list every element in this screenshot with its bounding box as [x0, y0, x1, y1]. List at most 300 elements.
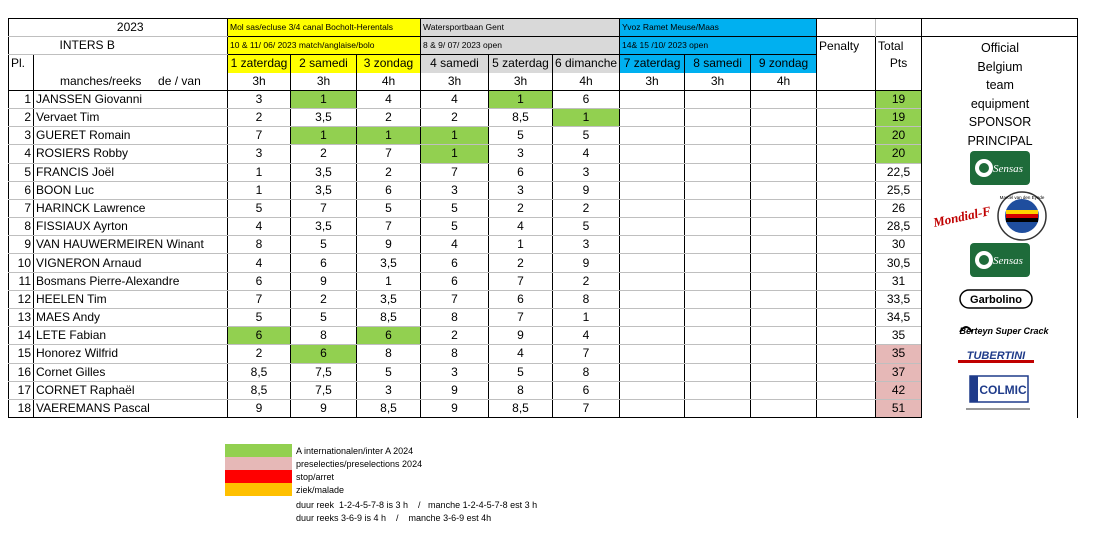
- round-duration: 3h: [291, 73, 357, 91]
- venue-1-dates: 10 & 11/ 06/ 2023 match/anglaise/bolo: [228, 37, 421, 55]
- place-cell: 3: [9, 127, 34, 145]
- score-cell: 7,5: [291, 381, 357, 399]
- sensas-logo-2: [970, 243, 1030, 277]
- score-cell: 8: [291, 327, 357, 345]
- score-cell: 2: [489, 199, 553, 217]
- score-cell: 8: [553, 290, 620, 308]
- score-cell: 8,5: [228, 363, 291, 381]
- score-cell: [751, 327, 817, 345]
- sensas-logo: [970, 151, 1030, 185]
- place-cell: 7: [9, 199, 34, 217]
- angler-name: LETE Fabian: [34, 327, 228, 345]
- score-cell: [685, 145, 751, 163]
- score-cell: [685, 108, 751, 126]
- place-cell: 1: [9, 90, 34, 108]
- penalty-cell: [817, 345, 876, 363]
- penalty-cell: [817, 254, 876, 272]
- score-cell: [685, 236, 751, 254]
- score-cell: 5: [228, 199, 291, 217]
- penalty-cell: [817, 145, 876, 163]
- van-den-eynde-logo-icon: [996, 190, 1048, 242]
- penalty-cell: [817, 399, 876, 417]
- sensas-logo-2-icon: [970, 243, 1030, 277]
- score-cell: 2: [228, 345, 291, 363]
- score-cell: 8,5: [489, 399, 553, 417]
- table-row: [9, 236, 1078, 254]
- total-cell: 35: [876, 345, 922, 363]
- score-cell: 9: [421, 381, 489, 399]
- pl-label: Pl.: [9, 55, 34, 73]
- total-cell: 26: [876, 199, 922, 217]
- score-cell: 2: [228, 108, 291, 126]
- round-label: 5 zaterdag: [489, 55, 553, 73]
- place-cell: 6: [9, 181, 34, 199]
- score-cell: 3: [421, 363, 489, 381]
- score-cell: 3: [489, 145, 553, 163]
- score-cell: 6: [421, 254, 489, 272]
- table-row: [9, 254, 1078, 272]
- round-duration: 4h: [357, 73, 421, 91]
- score-cell: 1: [228, 163, 291, 181]
- score-cell: 5: [421, 218, 489, 236]
- angler-name: VAN HAUWERMEIREN Winant: [34, 236, 228, 254]
- venue-2-dates: 8 & 9/ 07/ 2023 open: [421, 37, 620, 55]
- score-cell: [685, 399, 751, 417]
- angler-name: JANSSEN Giovanni: [34, 90, 228, 108]
- angler-name: FRANCIS Joël: [34, 163, 228, 181]
- total-cell: 30: [876, 236, 922, 254]
- total-cell: 25,5: [876, 181, 922, 199]
- score-cell: 3: [228, 145, 291, 163]
- score-cell: [751, 309, 817, 327]
- table-row: [9, 218, 1078, 236]
- score-cell: 2: [357, 163, 421, 181]
- legend-swatch-green: [225, 444, 292, 457]
- table-row: [9, 399, 1078, 417]
- colmic-logo: [962, 374, 1034, 414]
- round-label: 4 samedi: [421, 55, 489, 73]
- score-cell: [620, 381, 685, 399]
- score-cell: [751, 127, 817, 145]
- score-cell: 3,5: [291, 108, 357, 126]
- score-cell: 2: [553, 272, 620, 290]
- score-cell: 3: [489, 181, 553, 199]
- score-cell: 7: [228, 290, 291, 308]
- score-cell: 4: [489, 345, 553, 363]
- penalty-cell: [817, 327, 876, 345]
- score-cell: [620, 399, 685, 417]
- colmic-logo-icon: [962, 374, 1034, 414]
- score-cell: 9: [553, 254, 620, 272]
- total-cell: 51: [876, 399, 922, 417]
- score-cell: [620, 290, 685, 308]
- legend-note: duur reek 1-2-4-5-7-8 is 3 h / manche 1-2-4-5-7-8 est 3 h: [296, 500, 538, 510]
- table-row: [9, 181, 1078, 199]
- score-cell: [751, 236, 817, 254]
- score-cell: 7: [357, 145, 421, 163]
- score-cell: [685, 163, 751, 181]
- score-cell: 9: [421, 399, 489, 417]
- score-cell: [751, 218, 817, 236]
- table-row: [9, 345, 1078, 363]
- angler-name: VAEREMANS Pascal: [34, 399, 228, 417]
- score-cell: [620, 218, 685, 236]
- angler-name: BOON Luc: [34, 181, 228, 199]
- score-cell: 2: [421, 327, 489, 345]
- round-duration: 3h: [489, 73, 553, 91]
- table-row: [9, 199, 1078, 217]
- mondial-f-logo-text: Mondial-F: [931, 203, 993, 230]
- table-row: [9, 309, 1078, 327]
- sensas-logo-2-text: Sensas: [993, 255, 1023, 267]
- penalty-cell: [817, 199, 876, 217]
- place-cell: 17: [9, 381, 34, 399]
- pts-label: Pts: [876, 55, 922, 73]
- score-cell: 4: [489, 218, 553, 236]
- score-cell: 8: [553, 363, 620, 381]
- score-cell: [751, 345, 817, 363]
- angler-name: GUERET Romain: [34, 127, 228, 145]
- score-cell: [685, 218, 751, 236]
- berteyn-logo-text: Berteyn Super Crack: [959, 326, 1049, 336]
- score-cell: [620, 236, 685, 254]
- score-cell: 1: [421, 127, 489, 145]
- score-cell: 6: [357, 327, 421, 345]
- total-cell: 19: [876, 108, 922, 126]
- score-cell: [685, 345, 751, 363]
- table-row: [9, 108, 1078, 126]
- score-cell: 3: [228, 90, 291, 108]
- place-cell: 4: [9, 145, 34, 163]
- score-cell: 2: [489, 254, 553, 272]
- score-cell: 8: [357, 345, 421, 363]
- score-cell: 8: [228, 236, 291, 254]
- tubertini-logo: [958, 348, 1034, 368]
- score-cell: 4: [357, 90, 421, 108]
- score-cell: 5: [553, 218, 620, 236]
- tubertini-logo-text: TUBERTINI: [966, 350, 1026, 362]
- angler-name: ROSIERS Robby: [34, 145, 228, 163]
- round-duration: 3h: [685, 73, 751, 91]
- round-duration: 4h: [553, 73, 620, 91]
- penalty-cell: [817, 218, 876, 236]
- penalty-cell: [817, 381, 876, 399]
- total-cell: 33,5: [876, 290, 922, 308]
- score-cell: 1: [291, 127, 357, 145]
- score-cell: 7: [228, 127, 291, 145]
- score-cell: [685, 90, 751, 108]
- score-cell: [620, 272, 685, 290]
- manches-label: manches/reeks de / van: [34, 73, 228, 91]
- place-cell: 8: [9, 218, 34, 236]
- place-cell: 10: [9, 254, 34, 272]
- legend-swatch-pink: [225, 457, 292, 470]
- score-cell: 7: [357, 218, 421, 236]
- score-cell: 9: [291, 272, 357, 290]
- round-duration: 3h: [620, 73, 685, 91]
- score-cell: [685, 199, 751, 217]
- round-duration: 3h: [421, 73, 489, 91]
- score-cell: [620, 181, 685, 199]
- round-label: 7 zaterdag: [620, 55, 685, 73]
- total-label: Total: [876, 37, 922, 55]
- score-cell: [685, 327, 751, 345]
- score-cell: [685, 181, 751, 199]
- garbolino-logo-icon: [958, 286, 1034, 312]
- score-cell: 6: [228, 272, 291, 290]
- place-cell: 2: [9, 108, 34, 126]
- total-cell: 28,5: [876, 218, 922, 236]
- garbolino-logo-text: Garbolino: [970, 294, 1022, 306]
- berteyn-logo-icon: [956, 318, 1049, 344]
- angler-name: HEELEN Tim: [34, 290, 228, 308]
- place-cell: 18: [9, 399, 34, 417]
- round-duration: 3h: [228, 73, 291, 91]
- table-row: [9, 90, 1078, 108]
- score-cell: [685, 272, 751, 290]
- penalty-cell: [817, 181, 876, 199]
- place-cell: 13: [9, 309, 34, 327]
- score-cell: 4: [553, 145, 620, 163]
- total-cell: 30,5: [876, 254, 922, 272]
- score-cell: [751, 254, 817, 272]
- score-cell: 7: [553, 345, 620, 363]
- score-cell: 3: [357, 381, 421, 399]
- place-cell: 16: [9, 363, 34, 381]
- round-label: 8 samedi: [685, 55, 751, 73]
- sensas-logo-icon: [970, 151, 1030, 185]
- score-cell: 3: [553, 163, 620, 181]
- score-cell: 4: [421, 236, 489, 254]
- score-cell: 8: [489, 381, 553, 399]
- score-cell: [685, 309, 751, 327]
- score-cell: 8,5: [357, 309, 421, 327]
- score-cell: 5: [489, 363, 553, 381]
- round-label: 3 zondag: [357, 55, 421, 73]
- venue-3-name: Yvoz Ramet Meuse/Maas: [620, 19, 817, 37]
- place-cell: 5: [9, 163, 34, 181]
- score-cell: [620, 90, 685, 108]
- place-cell: 9: [9, 236, 34, 254]
- score-cell: 1: [291, 90, 357, 108]
- sponsor-line: Belgium: [977, 59, 1023, 74]
- round-label: 2 samedi: [291, 55, 357, 73]
- score-cell: 7: [421, 290, 489, 308]
- score-cell: [620, 327, 685, 345]
- score-cell: 1: [489, 236, 553, 254]
- score-cell: 7: [489, 309, 553, 327]
- score-cell: 6: [291, 254, 357, 272]
- sensas-logo-text: Sensas: [993, 163, 1023, 175]
- year-label: 2023: [34, 19, 228, 37]
- score-cell: 5: [228, 309, 291, 327]
- score-cell: [751, 108, 817, 126]
- mondial-f-logo-icon: [932, 203, 992, 229]
- score-cell: 8: [421, 309, 489, 327]
- score-cell: 1: [553, 309, 620, 327]
- penalty-cell: [817, 90, 876, 108]
- legend-label: ziek/malade: [296, 485, 345, 495]
- score-cell: 1: [553, 108, 620, 126]
- standings-table: [8, 18, 1078, 418]
- score-cell: [685, 127, 751, 145]
- total-cell: 42: [876, 381, 922, 399]
- score-cell: 7: [421, 163, 489, 181]
- sponsor-line: team: [986, 78, 1014, 92]
- score-cell: 5: [553, 127, 620, 145]
- table-row: [9, 272, 1078, 290]
- penalty-cell: [817, 272, 876, 290]
- score-cell: 9: [357, 236, 421, 254]
- score-cell: 8: [421, 345, 489, 363]
- score-cell: 7: [553, 399, 620, 417]
- score-cell: [751, 363, 817, 381]
- table-row: [9, 145, 1078, 163]
- penalty-cell: [817, 163, 876, 181]
- sponsor-line: Official: [981, 41, 1019, 55]
- score-cell: [685, 254, 751, 272]
- penalty-cell: [817, 127, 876, 145]
- total-cell: 20: [876, 127, 922, 145]
- berteyn-logo: [956, 318, 1049, 344]
- score-cell: 1: [357, 127, 421, 145]
- score-cell: [620, 163, 685, 181]
- place-cell: 11: [9, 272, 34, 290]
- angler-name: Cornet Gilles: [34, 363, 228, 381]
- angler-name: Bosmans Pierre-Alexandre: [34, 272, 228, 290]
- penalty-cell: [817, 108, 876, 126]
- score-cell: 7: [291, 199, 357, 217]
- total-cell: 20: [876, 145, 922, 163]
- total-cell: 19: [876, 90, 922, 108]
- score-cell: [685, 290, 751, 308]
- table-row: [9, 290, 1078, 308]
- round-label: 6 dimanche: [553, 55, 620, 73]
- van-den-eynde-logo-text: Marcel van den Eynde: [999, 195, 1045, 200]
- score-cell: 3: [553, 236, 620, 254]
- score-cell: 6: [357, 181, 421, 199]
- score-cell: 6: [553, 90, 620, 108]
- table-row: [9, 163, 1078, 181]
- penalty-cell: [817, 236, 876, 254]
- score-cell: [620, 108, 685, 126]
- score-cell: 3,5: [357, 254, 421, 272]
- total-cell: 37: [876, 363, 922, 381]
- score-cell: [620, 309, 685, 327]
- score-cell: 5: [357, 363, 421, 381]
- score-cell: 4: [553, 327, 620, 345]
- score-cell: 6: [489, 290, 553, 308]
- round-duration: 4h: [751, 73, 817, 91]
- total-cell: 34,5: [876, 309, 922, 327]
- round-label: 9 zondag: [751, 55, 817, 73]
- score-cell: 1: [228, 181, 291, 199]
- score-cell: 7: [489, 272, 553, 290]
- score-cell: [620, 363, 685, 381]
- category-label: INTERS B: [34, 37, 228, 55]
- penalty-cell: [817, 290, 876, 308]
- score-cell: 2: [421, 108, 489, 126]
- legend-label: A internationalen/inter A 2024: [296, 446, 414, 456]
- colmic-logo-text: COLMIC: [979, 383, 1027, 397]
- sponsor-line: SPONSOR: [968, 115, 1032, 129]
- score-cell: [685, 363, 751, 381]
- angler-name: MAES Andy: [34, 309, 228, 327]
- place-cell: 15: [9, 345, 34, 363]
- score-cell: 5: [291, 236, 357, 254]
- score-cell: 2: [553, 199, 620, 217]
- venue-1-name: Mol sas/ecluse 3/4 canal Bocholt-Herentals: [228, 19, 421, 37]
- score-cell: [751, 163, 817, 181]
- penalty-cell: [817, 363, 876, 381]
- score-cell: 6: [228, 327, 291, 345]
- score-cell: [751, 272, 817, 290]
- legend-swatch-red: [225, 470, 292, 483]
- score-cell: 3,5: [357, 290, 421, 308]
- score-cell: [751, 181, 817, 199]
- place-cell: 14: [9, 327, 34, 345]
- table-row: [9, 127, 1078, 145]
- score-cell: [620, 127, 685, 145]
- sponsor-line: equipment: [970, 96, 1030, 111]
- penalty-cell: [817, 309, 876, 327]
- legend-label: preselecties/preselections 2024: [296, 459, 423, 469]
- score-cell: 7,5: [291, 363, 357, 381]
- total-cell: 31: [876, 272, 922, 290]
- score-cell: 3,5: [291, 163, 357, 181]
- table-row: [9, 327, 1078, 345]
- score-cell: [751, 290, 817, 308]
- score-cell: [685, 381, 751, 399]
- score-cell: [620, 254, 685, 272]
- sponsor-line: PRINCIPAL: [967, 133, 1033, 148]
- score-cell: 5: [357, 199, 421, 217]
- score-cell: 9: [553, 181, 620, 199]
- angler-name: Vervaet Tim: [34, 108, 228, 126]
- score-cell: [620, 199, 685, 217]
- score-cell: 3,5: [291, 181, 357, 199]
- legend-label: stop/arret: [296, 472, 335, 482]
- score-cell: 4: [228, 254, 291, 272]
- score-cell: 5: [421, 199, 489, 217]
- legend-swatch-orange: [225, 483, 292, 496]
- penalty-label: Penalty: [817, 37, 876, 55]
- score-cell: [751, 399, 817, 417]
- score-cell: 8,5: [228, 381, 291, 399]
- score-cell: 3,5: [291, 218, 357, 236]
- place-cell: 12: [9, 290, 34, 308]
- score-cell: 9: [228, 399, 291, 417]
- score-cell: [751, 381, 817, 399]
- venue-2-name: Watersportbaan Gent: [421, 19, 620, 37]
- venue-3-dates: 14& 15 /10/ 2023 open: [620, 37, 817, 55]
- legend-note: duur reeks 3-6-9 is 4 h / manche 3-6-9 est 4h: [296, 513, 492, 523]
- table-row: [9, 363, 1078, 381]
- score-cell: 4: [421, 90, 489, 108]
- angler-name: CORNET Raphaël: [34, 381, 228, 399]
- score-cell: 8,5: [489, 108, 553, 126]
- van-den-eynde-logo: [996, 190, 1048, 242]
- score-cell: 2: [357, 108, 421, 126]
- total-cell: 35: [876, 327, 922, 345]
- score-cell: [751, 90, 817, 108]
- table-row: [9, 381, 1078, 399]
- score-cell: 2: [291, 145, 357, 163]
- score-cell: 4: [228, 218, 291, 236]
- score-cell: 9: [489, 327, 553, 345]
- score-cell: 6: [553, 381, 620, 399]
- angler-name: Honorez Wilfrid: [34, 345, 228, 363]
